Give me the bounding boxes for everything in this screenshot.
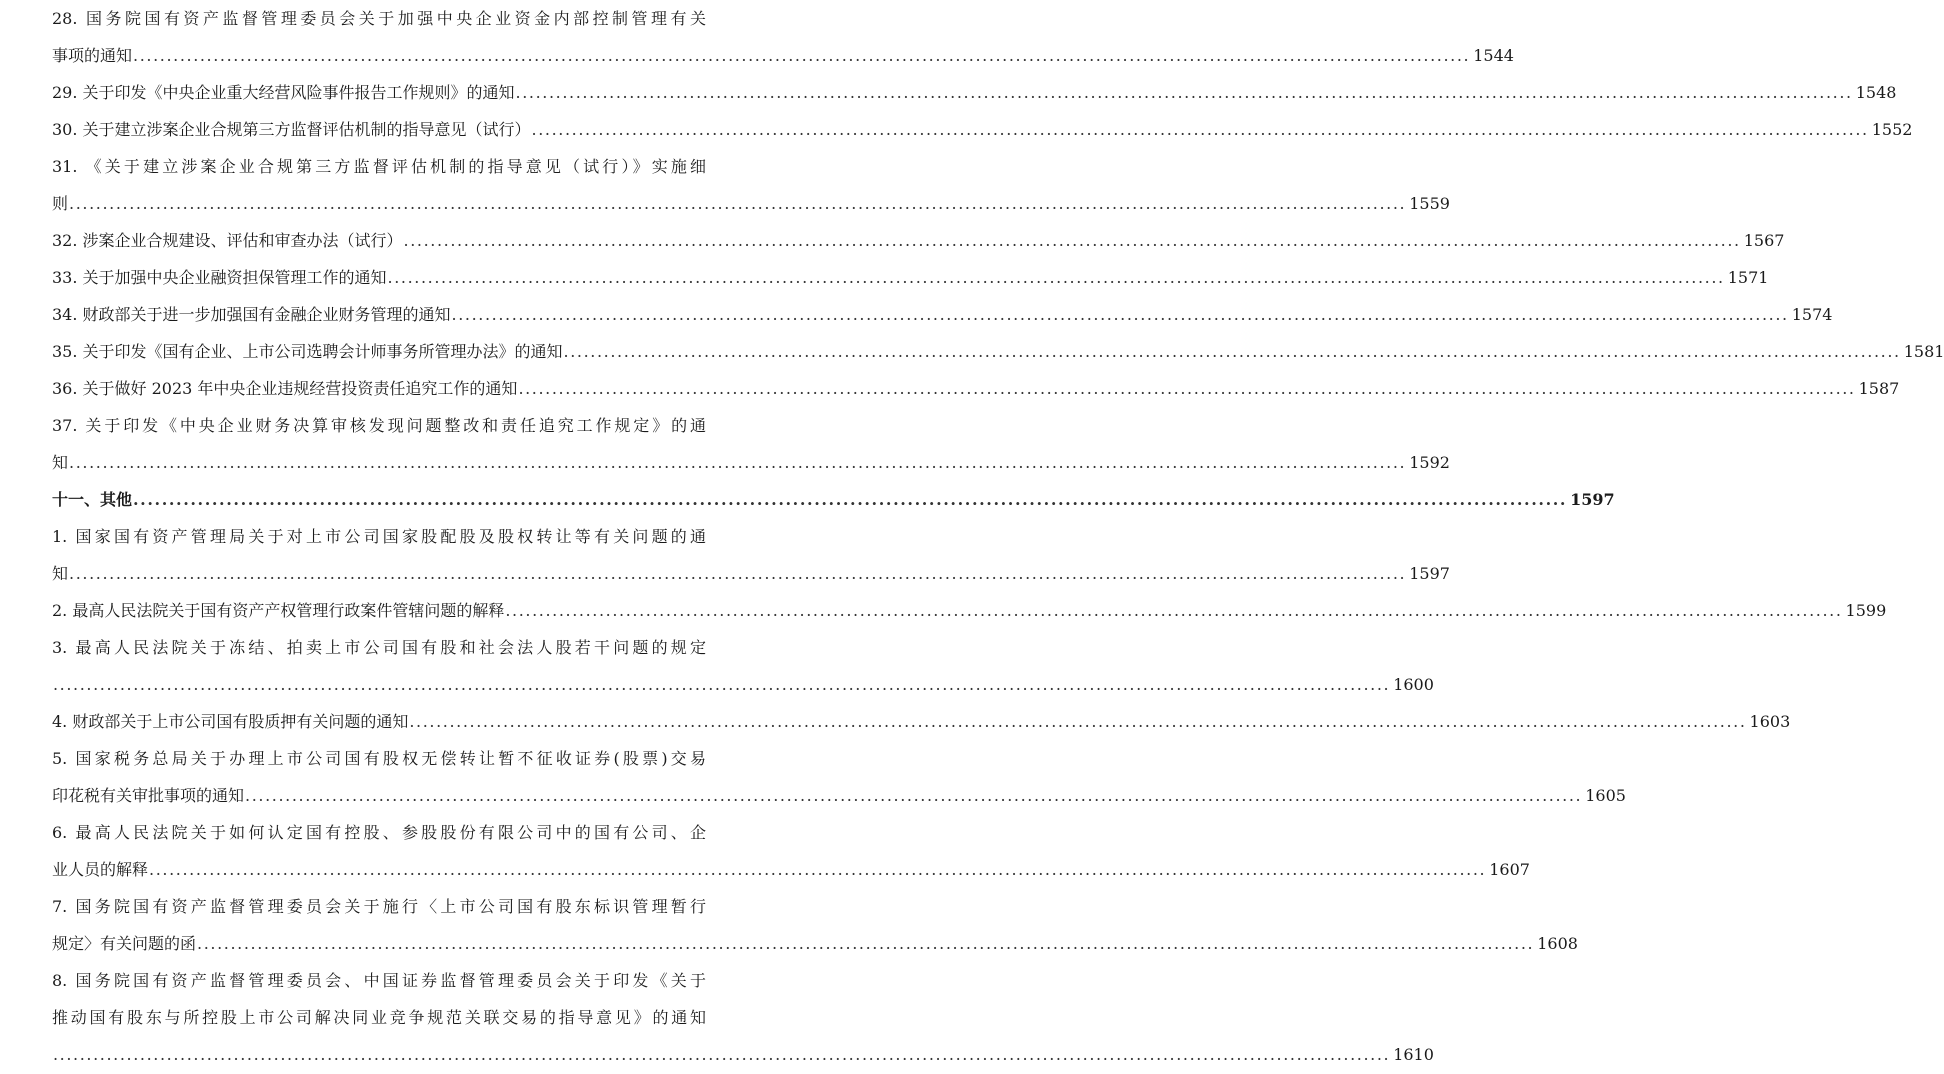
toc-entry-title: 34. 财政部关于进一步加强国有金融企业财务管理的通知	[52, 305, 451, 324]
page-number: 1559	[1409, 194, 1450, 213]
page-number: 1544	[1473, 46, 1514, 65]
toc-entry-title: 事项的通知	[52, 46, 133, 65]
toc-entry-title: 6. 最高人民法院关于如何认定国有控股、参股股份有限公司中的国有公司、企	[52, 823, 706, 842]
page-number: 1610	[1393, 1045, 1434, 1064]
page-number: 1597	[1570, 490, 1615, 509]
toc-entry-line[interactable]	[52, 259, 1769, 296]
toc-entry-line[interactable]	[52, 37, 1514, 74]
toc-entry-line[interactable]	[52, 111, 1913, 148]
page-number: 1571	[1727, 268, 1769, 287]
dot-leader: ........................................................................................................................................................................................................	[409, 712, 1747, 731]
toc-entry-line[interactable]	[52, 851, 1530, 888]
toc-entry-line[interactable]	[52, 814, 706, 851]
dot-leader: ........................................................................................................................................................................................................	[245, 786, 1583, 805]
dot-leader: ........................................................................................................................................................................................................	[69, 194, 1407, 213]
toc-entry-title: 规定〉有关问题的函	[52, 934, 197, 953]
toc-entry-line[interactable]	[52, 962, 706, 999]
toc-entry-line[interactable]	[52, 0, 706, 37]
toc-entry-line[interactable]	[52, 518, 706, 555]
toc-entry-line[interactable]	[52, 370, 1900, 407]
toc-entry-title: 3. 最高人民法院关于冻结、拍卖上市公司国有股和社会法人股若干问题的规定	[52, 638, 706, 657]
page-number: 1548	[1855, 83, 1897, 102]
dot-leader: ........................................................................................................................................................................................................	[133, 46, 1471, 65]
table-of-contents	[52, 0, 1944, 1073]
dot-leader: ........................................................................................................................................................................................................	[451, 305, 1789, 324]
toc-entry-title: 28. 国务院国有资产监督管理委员会关于加强中央企业资金内部控制管理有关	[52, 9, 706, 28]
toc-entry-title: 知	[52, 453, 69, 472]
dot-leader: ........................................................................................................................................................................................................	[69, 453, 1407, 472]
toc-entry-line[interactable]	[52, 666, 1434, 703]
page-number: 1600	[1393, 675, 1434, 694]
toc-entry-line[interactable]	[52, 296, 1833, 333]
dot-leader: ........................................................................................................................................................................................................	[518, 379, 1856, 398]
toc-entry-title: 4. 财政部关于上市公司国有股质押有关问题的通知	[52, 712, 409, 731]
dot-leader: ........................................................................................................................................................................................................	[53, 1045, 1391, 1064]
dot-leader: ........................................................................................................................................................................................................	[505, 601, 1843, 620]
page-number: 1567	[1743, 231, 1785, 250]
toc-entry-title: 5. 国家税务总局关于办理上市公司国有股权无偿转让暂不征收证券(股票)交易	[52, 749, 706, 768]
toc-entry-title: 业人员的解释	[52, 860, 149, 879]
toc-entry-title: 7. 国务院国有资产监督管理委员会关于施行〈上市公司国有股东标识管理暂行	[52, 897, 706, 916]
toc-entry-title: 推动国有股东与所控股上市公司解决同业竞争规范关联交易的指导意见》的通知	[52, 1008, 706, 1027]
toc-entry-title: 35. 关于印发《国有企业、上市公司选聘会计师事务所管理办法》的通知	[52, 342, 563, 361]
toc-entry-line[interactable]	[52, 999, 706, 1036]
toc-entry-line[interactable]	[52, 185, 1450, 222]
page-number: 1581	[1903, 342, 1944, 361]
toc-entry-line[interactable]	[52, 1036, 1434, 1073]
toc-entry-line[interactable]	[52, 592, 1887, 629]
dot-leader: ........................................................................................................................................................................................................	[563, 342, 1901, 361]
toc-entry-line[interactable]	[52, 925, 1578, 962]
page-number: 1608	[1537, 934, 1578, 953]
page-number: 1552	[1871, 120, 1913, 139]
toc-entry-line[interactable]	[52, 148, 706, 185]
toc-entry-line[interactable]	[52, 222, 1785, 259]
toc-entry-title: 32. 涉案企业合规建设、评估和审查办法（试行）	[52, 231, 403, 250]
toc-entry-title: 则	[52, 194, 69, 213]
toc-entry-title: 印花税有关审批事项的通知	[52, 786, 245, 805]
toc-entry-line[interactable]	[52, 555, 1450, 592]
toc-entry-title: 37. 关于印发《中央企业财务决算审核发现问题整改和责任追究工作规定》的通	[52, 416, 706, 435]
toc-entry-title: 29. 关于印发《中央企业重大经营风险事件报告工作规则》的通知	[52, 83, 515, 102]
toc-entry-line[interactable]	[52, 407, 706, 444]
toc-section-heading[interactable]	[52, 481, 1615, 518]
dot-leader: ........................................................................................................................................................................................................	[69, 564, 1407, 583]
toc-entry-line[interactable]	[52, 777, 1626, 814]
page-number: 1605	[1585, 786, 1626, 805]
dot-leader: ........................................................................................................................................................................................................	[133, 490, 1568, 509]
page-number: 1592	[1409, 453, 1450, 472]
dot-leader: ........................................................................................................................................................................................................	[149, 860, 1487, 879]
dot-leader: ........................................................................................................................................................................................................	[53, 675, 1391, 694]
page-number: 1597	[1409, 564, 1450, 583]
toc-entry-title: 知	[52, 564, 69, 583]
toc-entry-title: 8. 国务院国有资产监督管理委员会、中国证券监督管理委员会关于印发《关于	[52, 971, 706, 990]
dot-leader: ........................................................................................................................................................................................................	[403, 231, 1741, 250]
toc-entry-title: 36. 关于做好 2023 年中央企业违规经营投资责任追究工作的通知	[52, 379, 518, 398]
page-number: 1587	[1858, 379, 1900, 398]
dot-leader: ........................................................................................................................................................................................................	[531, 120, 1869, 139]
dot-leader: ........................................................................................................................................................................................................	[387, 268, 1725, 287]
page-number: 1574	[1791, 305, 1833, 324]
toc-entry-line[interactable]	[52, 333, 1944, 370]
toc-entry-line[interactable]	[52, 444, 1450, 481]
toc-entry-title: 2. 最高人民法院关于国有资产产权管理行政案件管辖问题的解释	[52, 601, 505, 620]
page-number: 1599	[1845, 601, 1887, 620]
dot-leader: ........................................................................................................................................................................................................	[197, 934, 1535, 953]
dot-leader: ........................................................................................................................................................................................................	[515, 83, 1853, 102]
toc-entry-title: 33. 关于加强中央企业融资担保管理工作的通知	[52, 268, 387, 287]
section-title: 十一、其他	[52, 490, 133, 509]
page-number: 1607	[1489, 860, 1530, 879]
page-number: 1603	[1749, 712, 1791, 731]
toc-entry-line[interactable]	[52, 740, 706, 777]
toc-entry-title: 30. 关于建立涉案企业合规第三方监督评估机制的指导意见（试行）	[52, 120, 531, 139]
toc-entry-line[interactable]	[52, 629, 706, 666]
toc-entry-line[interactable]	[52, 74, 1897, 111]
toc-entry-title: 31. 《关于建立涉案企业合规第三方监督评估机制的指导意见（试行）》实施细	[52, 157, 706, 176]
toc-entry-line[interactable]	[52, 703, 1791, 740]
toc-entry-line[interactable]	[52, 888, 706, 925]
toc-entry-title: 1. 国家国有资产管理局关于对上市公司国家股配股及股权转让等有关问题的通	[52, 527, 706, 546]
